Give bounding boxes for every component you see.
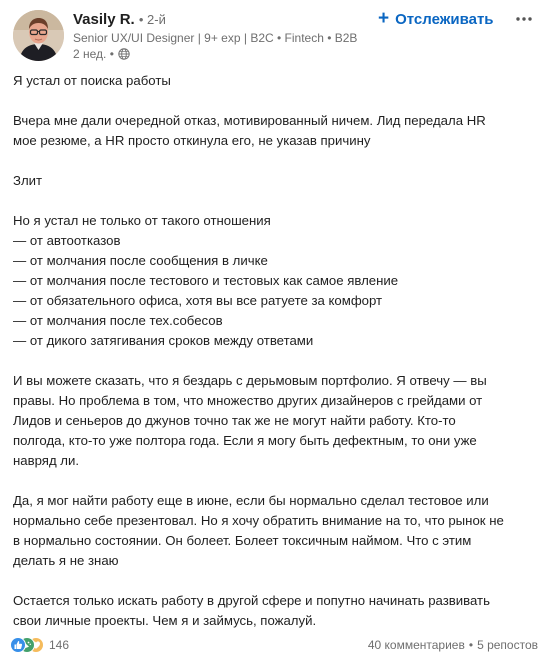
paragraph-gap: [13, 191, 539, 211]
post-line: Вчера мне дали очередной отказ, мотивированный ничем. Лид передала HR: [13, 113, 486, 128]
post-line: Лидов и сеньеров до джунов точно так же не могут найти работу. Кто-то: [13, 413, 456, 428]
post-time: [73, 46, 130, 62]
author-line: [73, 10, 166, 30]
paragraph-gap: [13, 91, 539, 111]
post-line: — от молчания после тех.собесов: [13, 313, 223, 328]
post-line: — от обязательного офиса, хотя вы все ратуете за комфорт: [13, 293, 383, 308]
post-line: — от молчания после сообщения в личке: [13, 253, 268, 268]
reaction-icons: [10, 636, 44, 654]
post-line: правы. Но проблема в том, что множество других дизайнеров с грейдами от: [13, 393, 483, 408]
plus-icon: +: [378, 8, 390, 29]
post-line: мое резюме, а HR просто откинула его, не указав причину: [13, 133, 371, 148]
post-line: Я устал от поиска работы: [13, 73, 171, 88]
post-line: навряд ли.: [13, 453, 80, 468]
engagement-stats: [368, 634, 538, 656]
post-line: Да, я мог найти работу еще в июне, если бы нормально сделал тестовое или: [13, 493, 489, 508]
paragraph-gap: [13, 471, 539, 491]
post-line: делать я не знаю: [13, 553, 119, 568]
paragraph-gap: [13, 151, 539, 171]
author-headline: Senior UX/UI Designer | 9+ exp | B2C • Fintech • B2B: [73, 31, 358, 45]
post-text: [13, 71, 539, 631]
post-line: — от автоотказов: [13, 233, 121, 248]
post-line: И вы можете сказать, что я бездарь с дерьмовым портфолио. Я отвечу — вы: [13, 373, 487, 388]
connection-degree: • 2-й: [138, 12, 166, 27]
post-line: нормально себе презентовал. Но я хочу обратить внимание на то, что рынок не: [13, 513, 504, 528]
stats-separator: •: [468, 638, 474, 652]
ellipsis-icon: [515, 16, 533, 22]
post-header: [0, 0, 550, 70]
comments-count[interactable]: 40 комментариев: [367, 638, 465, 652]
follow-button[interactable]: [378, 8, 494, 30]
avatar[interactable]: [13, 10, 64, 61]
reactions-summary[interactable]: [10, 634, 69, 656]
post-line: свои личные проекты. Чем я и займусь, пожалуй.: [13, 613, 317, 628]
avatar-photo: [13, 10, 64, 61]
paragraph-gap: [13, 351, 539, 371]
author-name[interactable]: Vasily R.: [73, 11, 135, 28]
post-line: Остается только искать работу в другой сфере и попутно начинать развивать: [13, 593, 490, 608]
post-line: — от молчания после тестового и тестовых как самое явление: [13, 273, 399, 288]
follow-label: Отслеживать: [395, 10, 494, 28]
reposts-count[interactable]: 5 репостов: [477, 638, 538, 652]
post-time-label: 2 нед. •: [73, 47, 114, 61]
post-line: — от дикого затягивания сроков между ответами: [13, 333, 314, 348]
post-line: полгода, кто-то уже полтора года. Если я могу быть дефектным, то они уже: [13, 433, 477, 448]
post-line: в нормально состоянии. Он болеет. Болеет токсичным наймом. Что с этим: [13, 533, 472, 548]
post-line: Но я устал не только от такого отношения: [13, 213, 271, 228]
social-counts: [0, 634, 550, 656]
like-reaction-icon: [10, 637, 26, 653]
reactions-count: 146: [49, 638, 70, 652]
paragraph-gap: [13, 571, 539, 591]
post-line: Злит: [13, 173, 43, 188]
more-options-button[interactable]: [512, 8, 536, 30]
globe-icon: [118, 48, 130, 60]
